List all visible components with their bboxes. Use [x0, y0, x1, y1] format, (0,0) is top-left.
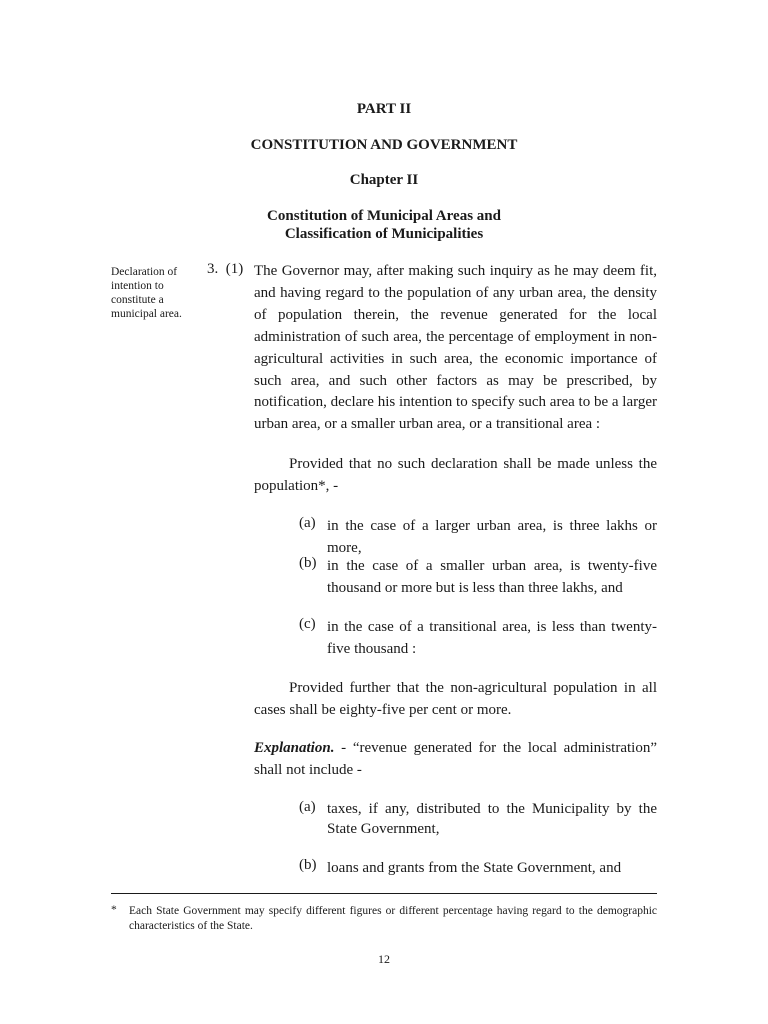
subsection-number: (1)	[225, 261, 244, 277]
part-title: CONSTITUTION AND GOVERNMENT	[250, 137, 518, 153]
page-number: 12	[378, 952, 390, 966]
margin-note-line: municipal area.	[111, 308, 182, 320]
margin-note	[111, 265, 203, 321]
second-proviso: Provided further that the non-agricultural population in all cases shall be eighty-five per cent or more.	[254, 680, 657, 718]
clause-a	[299, 515, 657, 559]
clause-label: (b)	[299, 857, 317, 873]
chapter-heading: Chapter II	[349, 172, 419, 188]
clause-text: loans and grants from the State Government, and	[327, 860, 622, 876]
clause-label: (a)	[299, 799, 316, 815]
chapter-title-line-2: Classification of Municipalities	[284, 226, 484, 242]
section-number	[207, 261, 243, 278]
explanation	[254, 737, 657, 781]
explanation-label: Explanation.	[254, 740, 335, 756]
clause-text: taxes, if any, distributed to the Municipality by the State Government,	[327, 801, 657, 837]
explanation-clause-a	[299, 799, 657, 839]
margin-note-line: intention to	[111, 280, 164, 292]
chapter-title	[0, 207, 768, 243]
margin-note-line: constitute a	[111, 294, 164, 306]
clause-text: in the case of a smaller urban area, is twenty-five thousand or more but is less than three lakhs, and	[327, 558, 657, 596]
footnote-divider	[111, 893, 657, 894]
section-number-label: 3.	[207, 261, 219, 277]
margin-note-line: Declaration of	[111, 266, 178, 278]
footnote-text: Each State Government may specify different figures or different percentage having regard to the demographic characteristics of the State.	[129, 905, 657, 932]
clause-text: in the case of a transitional area, is less than twenty-five thousand :	[327, 619, 657, 657]
first-proviso: Provided that no such declaration shall be made unless the population*, -	[254, 456, 657, 494]
clause-b	[299, 555, 657, 599]
clause-c	[299, 616, 657, 660]
chapter-title-line-1: Constitution of Municipal Areas and	[267, 208, 501, 224]
explanation-clause-b	[299, 857, 657, 879]
footnote-mark: *	[111, 904, 117, 916]
explanation-text: - “revenue generated for the local administration” shall not include -	[254, 740, 657, 778]
section-3-1-text: The Governor may, after making such inquiry as he may deem fit, and having regard to the population of any urban area, the density of population therein, the revenue generated for the local administration of such area, the percentage of employment in non-agricultural activities in such area, the economic importance of such area, and such other factors as may be prescribed, by notification, declare his intention to specify such area to be a larger urban area, or a smaller urban area, or a transitional area :	[254, 263, 657, 433]
clause-label: (a)	[299, 515, 316, 531]
clause-text: in the case of a larger urban area, is three lakhs or more,	[327, 518, 657, 556]
part-heading: PART II	[356, 101, 412, 117]
clause-label: (b)	[299, 555, 317, 571]
clause-label: (c)	[299, 616, 316, 632]
